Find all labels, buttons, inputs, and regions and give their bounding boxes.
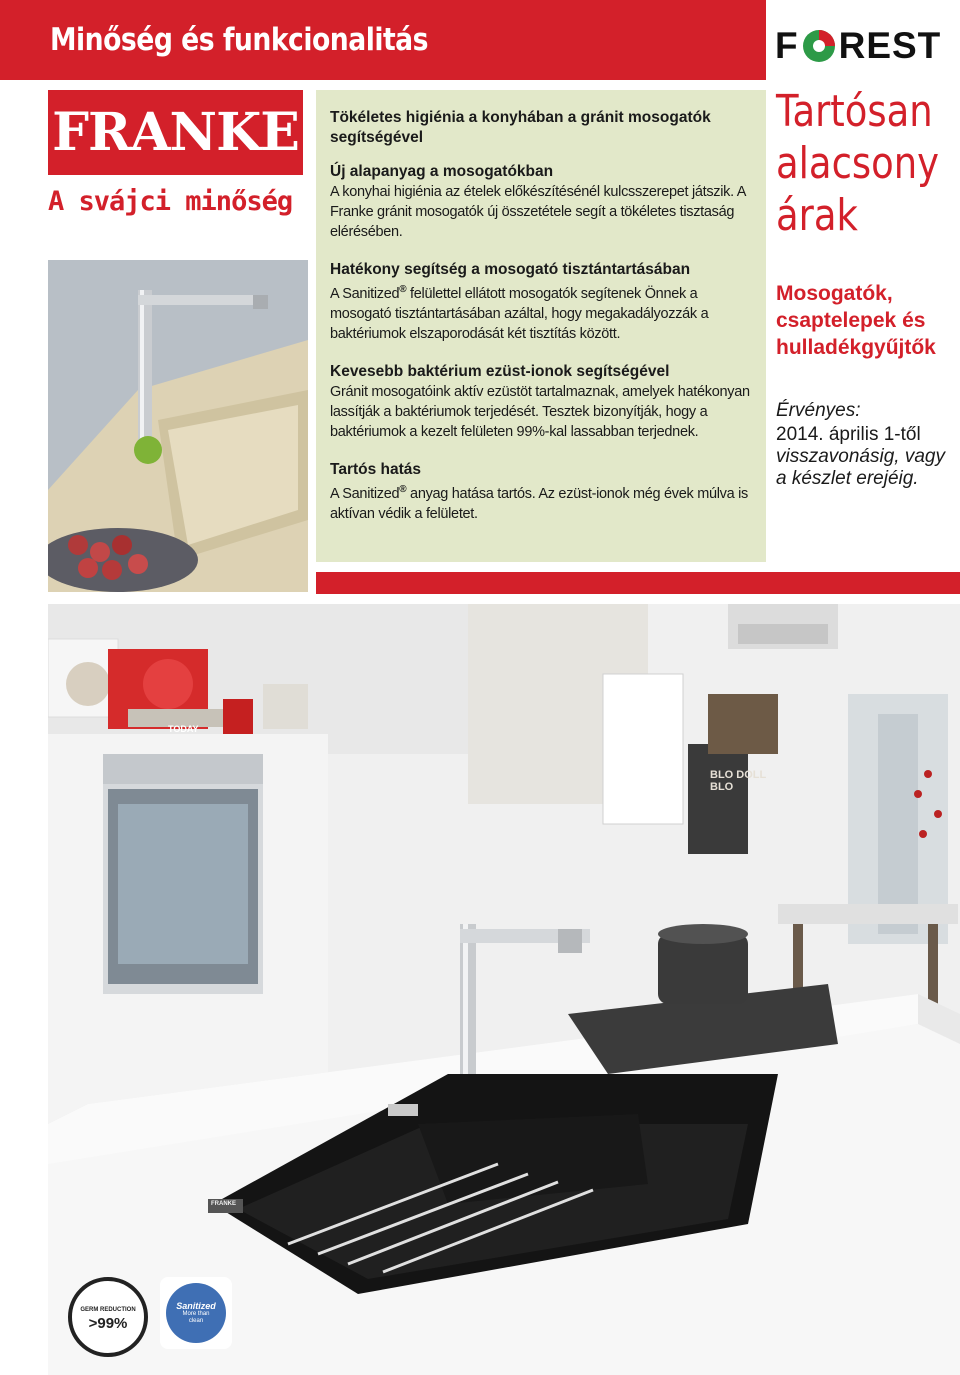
validity-label: Érvényes: — [776, 400, 861, 421]
article-title — [330, 108, 752, 148]
book-label: TODAY — [168, 724, 199, 734]
header-bar — [0, 0, 766, 80]
validity-line-3: a készlet erejéig. — [776, 468, 919, 489]
product-line-1: Mosogatók, — [776, 282, 893, 305]
article-panel — [316, 90, 766, 562]
section-2-heading: Hatékony segítség a mosogató tisztántartásában — [330, 261, 691, 278]
germ-reduction-label: GERM REDUCTION — [80, 1307, 136, 1313]
section-1-heading: Új alapanyag a mosogatókban — [330, 163, 554, 180]
page-title: Minőség és funkcionalitás — [50, 22, 429, 58]
promo-headline-line-3: árak — [776, 190, 858, 241]
section-3-heading: Kevesebb baktérium ezüst-ionok segítségével — [330, 362, 670, 380]
kitchen-photo — [48, 604, 960, 1375]
validity-line-1: 2014. április 1-től — [776, 424, 921, 445]
franke-logo: FRANKE — [48, 90, 303, 175]
germ-reduction-badge — [68, 1277, 148, 1357]
red-divider-strip — [316, 572, 960, 594]
poster-text: BLO DOLL BLO — [710, 769, 767, 793]
kitchen-illustration — [48, 604, 960, 1375]
section-1-body: A konyhai higiénia az ételek előkészítésénél kulcsszerepet játszik. A Franke gránit mosogatók új összetétele segít a tökéletes tisztaság elérésében. — [330, 184, 746, 240]
forest-logo-suffix: REST — [838, 25, 942, 66]
product-line-3: hulladékgyűjtők — [776, 336, 936, 359]
section-4-text: anyag hatása tartós. Az ezüst-ionok még évek múlva is aktívan védik a felületet. — [330, 485, 748, 522]
promo-headline-line-2: alacsony — [776, 138, 940, 189]
article-title-line-2: segítségével — [330, 129, 424, 146]
promo-headline — [776, 86, 939, 242]
section-2-text: felülettel ellátott mosogatók segítenek Önnek a mosogató tisztántartásában azáltal, hogy megakadályozzák a baktériumok elszaporodását két tisztítás között. — [330, 285, 709, 342]
product-line-2: csaptelepek és — [776, 309, 926, 332]
sanitized-sub: More than clean — [182, 1311, 210, 1324]
section-2-prefix: A Sanitized — [330, 285, 400, 302]
germ-reduction-value: >99% — [88, 1315, 128, 1332]
franke-logo-box — [48, 90, 308, 260]
sink-brand-label: FRANKE — [211, 1201, 236, 1207]
validity-line-2: visszavonásig, vagy — [776, 446, 945, 467]
section-4-prefix: A Sanitized — [330, 485, 400, 502]
registered-mark: ® — [399, 284, 407, 295]
product-categories — [776, 280, 960, 361]
article-title-line-1: Tökéletes higiénia a konyhában a gránit mosogatók — [330, 109, 711, 126]
sanitized-badge — [160, 1277, 232, 1349]
section-4-heading: Tartós hatás — [330, 460, 422, 478]
validity-notice — [776, 400, 960, 490]
forest-logo — [775, 26, 960, 66]
forest-logo-prefix: F — [775, 25, 799, 66]
section-3-body: Gránit mosogatóink aktív ezüstöt tartalmaznak, amelyek hatékonyan lassítják a baktériumok terjedését. Tesztek bizonyítják, hogy a baktériumok a kezelt felületen 99%-kal lassabban terjednek. — [330, 383, 750, 440]
sink-detail-photo — [48, 90, 308, 592]
registered-mark-2: ® — [399, 483, 407, 495]
forest-o-icon — [801, 28, 837, 64]
section-2-body — [330, 280, 752, 344]
promo-headline-line-1: Tartósan — [776, 86, 933, 137]
franke-tagline: A svájci minőség — [48, 186, 293, 217]
sanitized-label: Sanitized — [176, 1301, 216, 1311]
section-4-body — [330, 480, 752, 524]
